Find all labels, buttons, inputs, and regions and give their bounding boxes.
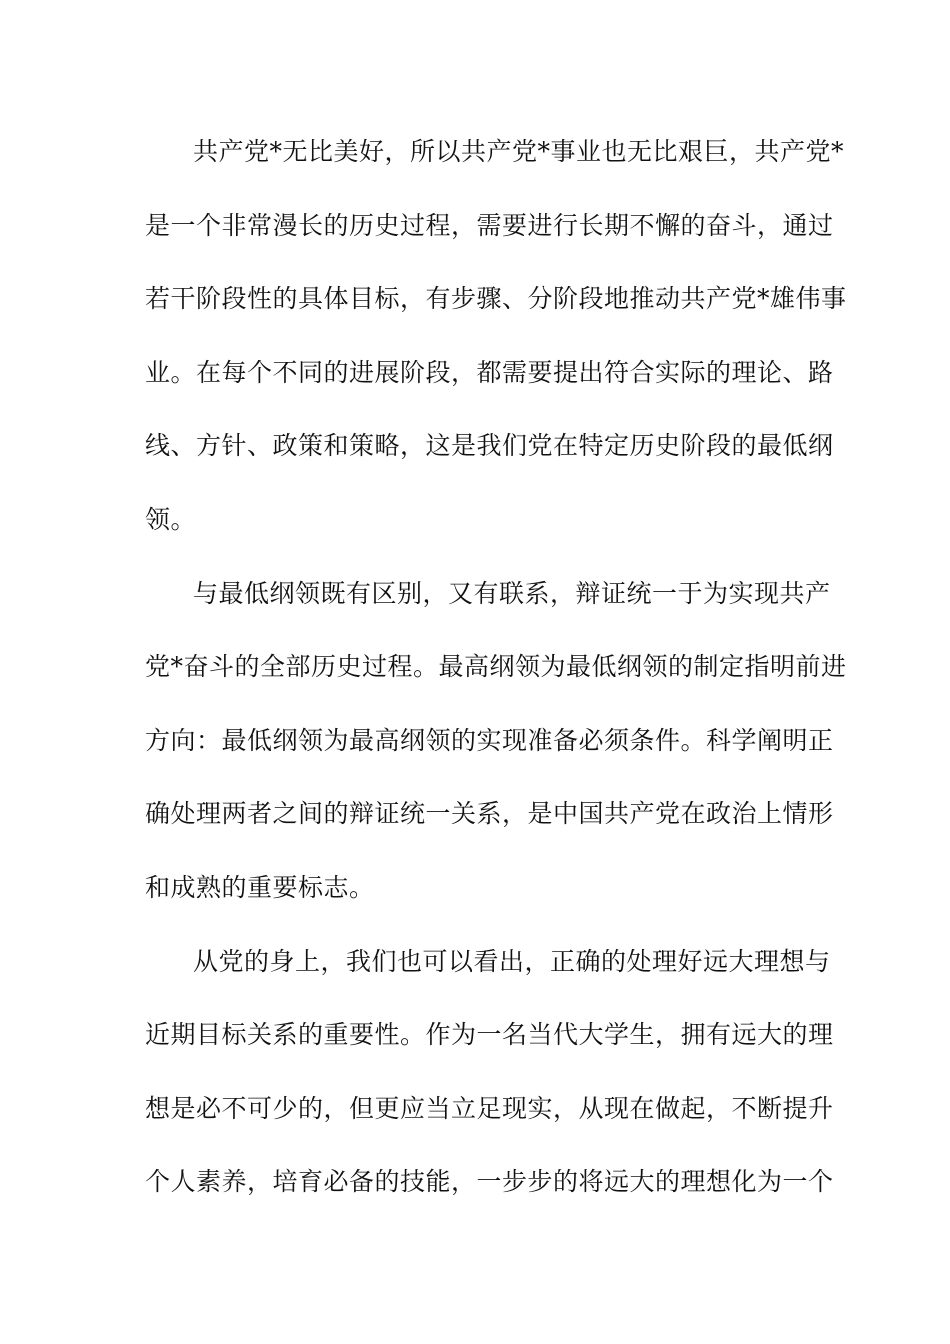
paragraph-line: 和成熟的重要标志。	[145, 872, 375, 902]
paragraph-line: 想是必不可少的，但更应当立足现实，从现在做起，不断提升	[145, 1093, 834, 1123]
paragraph-line: 确处理两者之间的辩证统一关系，是中国共产党在政治上情形	[145, 799, 834, 829]
paragraph-line: 个人素养，培育必备的技能，一步步的将远大的理想化为一个	[145, 1167, 834, 1197]
paragraph-line: 领。	[145, 504, 197, 534]
paragraph-2	[145, 570, 847, 938]
paragraph-line: 是一个非常漫长的历史过程，需要进行长期不懈的奋斗，通过	[145, 210, 834, 240]
paragraph-3	[145, 938, 834, 1232]
paragraph-line: 党*奋斗的全部历史过程。最高纲领为最低纲领的制定指明前进	[145, 652, 847, 682]
paragraph-line: 共产党*无比美好，所以共产党*事业也无比艰巨，共产党*	[193, 137, 845, 166]
document-body	[145, 128, 847, 1232]
paragraph-line: 业。在每个不同的进展阶段，都需要提出符合实际的理论、路	[145, 357, 834, 387]
paragraph-line: 方向：最低纲领为最高纲领的实现准备必须条件。科学阐明正	[145, 725, 834, 755]
paragraph-1	[145, 128, 847, 570]
paragraph-line: 与最低纲领既有区别，又有联系，辩证统一于为实现共产	[193, 578, 831, 608]
paragraph-line: 从党的身上，我们也可以看出，正确的处理好远大理想与	[193, 946, 831, 976]
paragraph-line: 近期目标关系的重要性。作为一名当代大学生，拥有远大的理	[145, 1020, 834, 1050]
paragraph-line: 线、方针、政策和策略，这是我们党在特定历史阶段的最低纲	[145, 431, 834, 461]
paragraph-line: 若干阶段性的具体目标，有步骤、分阶段地推动共产党*雄伟事	[145, 284, 847, 314]
